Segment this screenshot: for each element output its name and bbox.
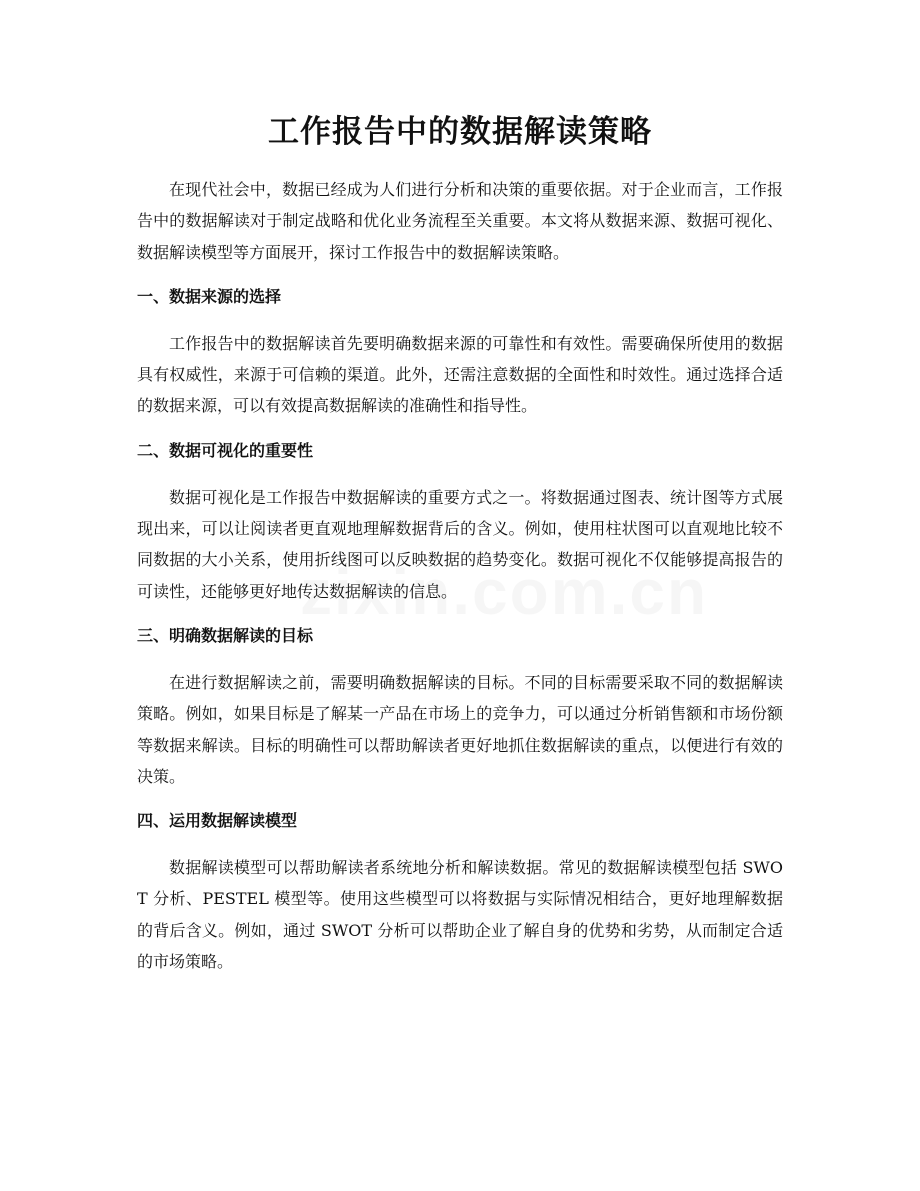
document-title: 工作报告中的数据解读策略 <box>268 114 652 150</box>
section-heading-data-source: 一、数据来源的选择 <box>137 286 282 306</box>
section-body-visualization: 数据可视化是工作报告中数据解读的重要方式之一。将数据通过图表、统计图等方式展现出来，可以让阅读者更直观地理解数据背后的含义。例如，使用柱状图可以直观地比较不同数据的大小关系，使用折线图可以反映数据的趋势变化。数据可视化不仅能够提高报告的可读性，还能够更好地传达数据解读的信息。 <box>137 487 783 601</box>
section-heading-goal: 三、明确数据解读的目标 <box>137 625 314 645</box>
intro-paragraph: 在现代社会中，数据已经成为人们进行分析和决策的重要依据。对于企业而言，工作报告中的数据解读对于制定战略和优化业务流程至关重要。本文将从数据来源、数据可视化、数据解读模型等方面展开，探讨工作报告中的数据解读策略。 <box>137 180 783 262</box>
section-body-data-source: 工作报告中的数据解读首先要明确数据来源的可靠性和有效性。需要确保所使用的数据具有权威性，来源于可信赖的渠道。此外，还需注意数据的全面性和时效性。通过选择合适的数据来源，可以有效提高数据解读的准确性和指导性。 <box>137 333 783 416</box>
section-body-model: 数据解读模型可以帮助解读者系统地分析和解读数据。常见的数据解读模型包括 SWOT 分析、PESTEL 模型等。使用这些模型可以将数据与实际情况相结合，更好地理解数据的背后含义。例如，通过 SWOT 分析可以帮助企业了解自身的优势和劣势，从而制定合适的市场策略。 <box>137 858 783 972</box>
section-body-goal: 在进行数据解读之前，需要明确数据解读的目标。不同的目标需要采取不同的数据解读策略。例如，如果目标是了解某一产品在市场上的竞争力，可以通过分析销售额和市场份额等数据来解读。目标的明确性可以帮助解读者更好地抓住数据解读的重点，以便进行有效的决策。 <box>137 672 783 786</box>
section-heading-visualization: 二、数据可视化的重要性 <box>137 440 314 460</box>
section-heading-model: 四、运用数据解读模型 <box>137 811 298 831</box>
